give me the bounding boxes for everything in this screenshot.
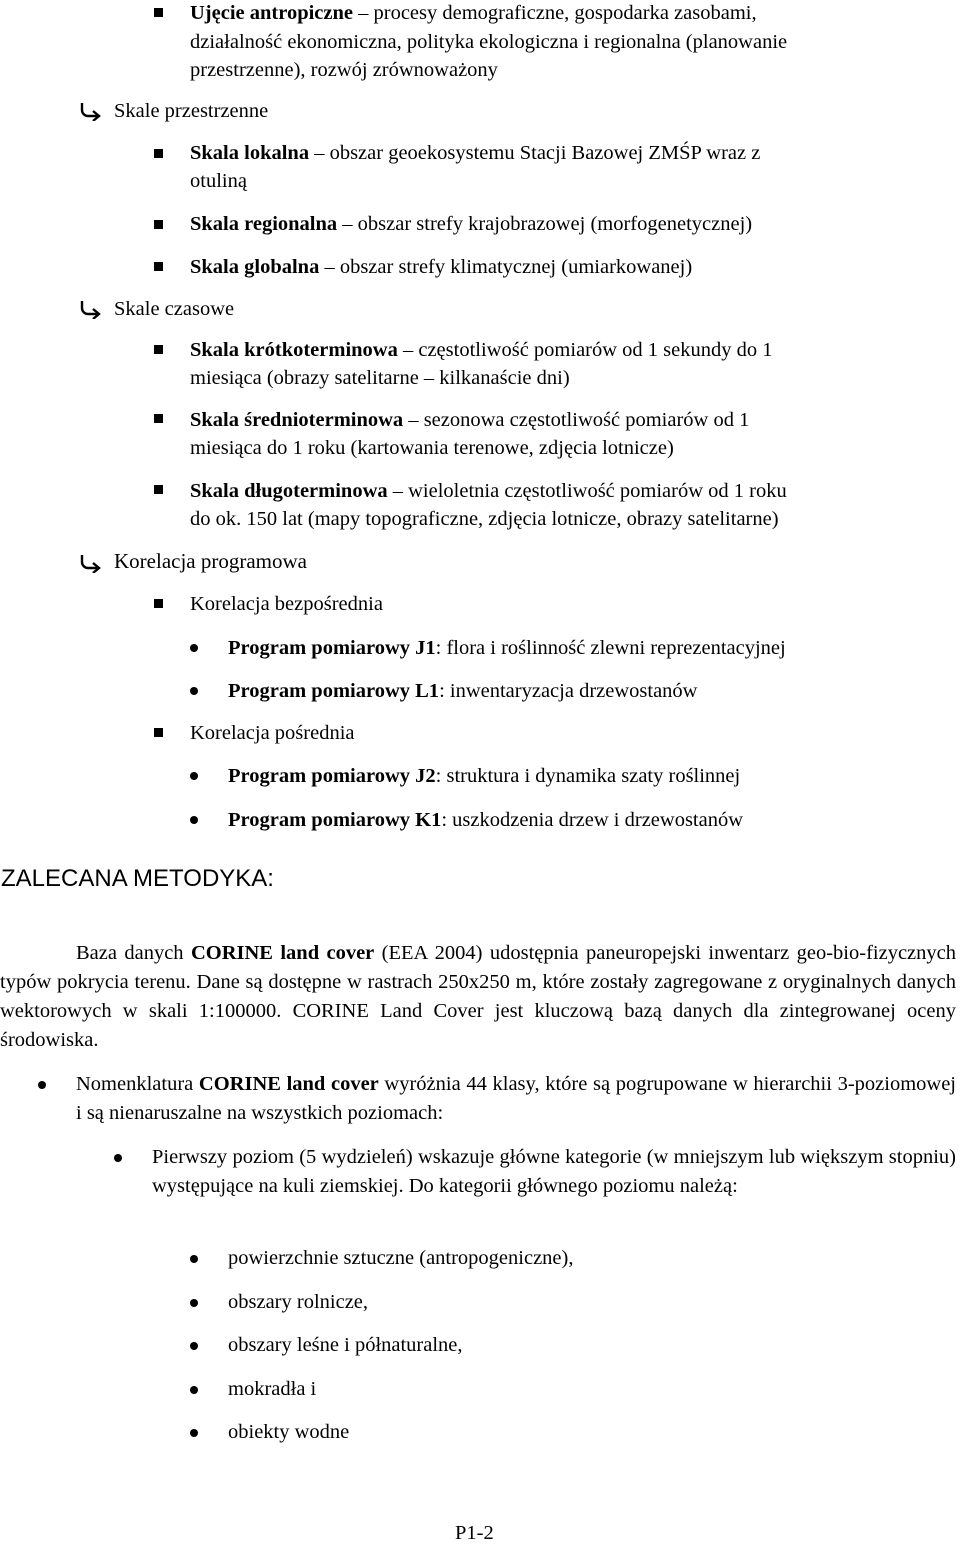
square-bullet-icon xyxy=(154,345,163,354)
skale-czasowe-heading: Skale czasowe xyxy=(114,298,235,320)
square-bullet-icon xyxy=(154,262,163,271)
square-bullet-icon xyxy=(154,414,163,423)
dot-bullet-icon xyxy=(190,1299,198,1307)
top-item-line1: Ujęcie antropiczne – procesy demograficzne, gospodarka zasobami, xyxy=(190,2,757,24)
dot-bullet-icon xyxy=(190,1342,198,1350)
dot-bullet-icon xyxy=(114,1154,122,1162)
skala-lokalna-line1: Skala lokalna – obszar geoekosystemu Stacji Bazowej ZMŚP wraz z xyxy=(190,142,761,164)
skala-krotkoterminowa-line1: Skala krótkoterminowa – częstotliwość pomiarów od 1 sekundy do 1 xyxy=(190,339,773,361)
square-bullet-icon xyxy=(154,220,163,229)
nomenklatura-paragraph: Nomenklatura CORINE land cover wyróżnia 44 klasy, które są pogrupowane w hierarchii 3-poziomowej i są nienaruszalne na wszystkich poziomach: xyxy=(76,1073,957,1124)
program-j2: Program pomiarowy J2: struktura i dynamika szaty roślinnej xyxy=(228,765,741,787)
pierwszy-poziom-paragraph: Pierwszy poziom (5 wydzieleń) wskazuje główne kategorie (w mniejszym lub większym stopniu) występujące na kuli ziemskiej. Do kategorii głównego poziomu należą: xyxy=(152,1146,956,1197)
skala-dlugoterminowa-line1: Skala długoterminowa – wieloletnia częstotliwość pomiarów od 1 roku xyxy=(190,480,787,502)
arrow-bullet-icon xyxy=(80,551,102,573)
square-bullet-icon xyxy=(154,485,163,494)
square-bullet-icon xyxy=(154,149,163,158)
metodyka-heading: ZALECANA METODYKA: xyxy=(1,865,274,892)
category-item: powierzchnie sztuczne (antropogeniczne), xyxy=(228,1247,574,1269)
category-item: mokradła i xyxy=(228,1378,317,1400)
page-number: P1-2 xyxy=(455,1522,494,1544)
corine-paragraph: Baza danych CORINE land cover (EEA 2004) udostępnia paneuropejski inwentarz geo-bio-fizycznych typów pokrycia terenu. Dane są dostępne w rastrach 250x250 m, które zostały zagregowane z oryginalnych danych wektorowych w skali 1:100000. CORINE Land Cover jest kluczową bazą danych dla zintegrowanej oceny środowiska. xyxy=(0,942,956,1051)
category-item: obszary leśne i półnaturalne, xyxy=(228,1334,463,1356)
arrow-bullet-icon xyxy=(80,99,102,121)
dot-bullet-icon xyxy=(190,1429,198,1437)
skala-globalna: Skala globalna – obszar strefy klimatycznej (umiarkowanej) xyxy=(190,256,693,278)
skala-lokalna-line2: otuliną xyxy=(190,170,247,192)
square-bullet-icon xyxy=(154,599,163,608)
category-item: obiekty wodne xyxy=(228,1421,350,1443)
dot-bullet-icon xyxy=(190,1255,198,1263)
dot-bullet-icon xyxy=(190,644,198,652)
top-item-line2: działalność ekonomiczna, polityka ekologiczna i regionalna (planowanie xyxy=(190,31,788,53)
square-bullet-icon xyxy=(154,8,163,17)
skala-srednioterminowa-line2: miesiąca do 1 roku (kartowania terenowe, zdjęcia lotnicze) xyxy=(190,437,674,459)
skala-srednioterminowa-line1: Skala średnioterminowa – sezonowa częstotliwość pomiarów od 1 xyxy=(190,409,750,431)
skale-przestrzenne-heading: Skale przestrzenne xyxy=(114,100,269,122)
dot-bullet-icon xyxy=(190,772,198,780)
category-item: obszary rolnicze, xyxy=(228,1291,369,1313)
korelacja-bezposrednia: Korelacja bezpośrednia xyxy=(190,593,383,615)
skala-dlugoterminowa-line2: do ok. 150 lat (mapy topograficzne, zdjęcia lotnicze, obrazy satelitarne) xyxy=(190,508,779,530)
korelacja-heading: Korelacja programowa xyxy=(114,549,307,573)
skala-regionalna: Skala regionalna – obszar strefy krajobrazowej (morfogenetycznej) xyxy=(190,213,753,235)
program-j1: Program pomiarowy J1: flora i roślinność zlewni reprezentacyjnej xyxy=(228,637,786,659)
square-bullet-icon xyxy=(154,728,163,737)
skala-krotkoterminowa-line2: miesiąca (obrazy satelitarne – kilkanaście dni) xyxy=(190,367,570,389)
top-item-line3: przestrzenne), rozwój zrównoważony xyxy=(190,59,498,81)
dot-bullet-icon xyxy=(38,1081,46,1089)
dot-bullet-icon xyxy=(190,687,198,695)
korelacja-posrednia: Korelacja pośrednia xyxy=(190,722,355,744)
program-l1: Program pomiarowy L1: inwentaryzacja drzewostanów xyxy=(228,680,698,702)
dot-bullet-icon xyxy=(190,1386,198,1394)
program-k1: Program pomiarowy K1: uszkodzenia drzew i drzewostanów xyxy=(228,809,744,831)
dot-bullet-icon xyxy=(190,816,198,824)
arrow-bullet-icon xyxy=(80,297,102,319)
